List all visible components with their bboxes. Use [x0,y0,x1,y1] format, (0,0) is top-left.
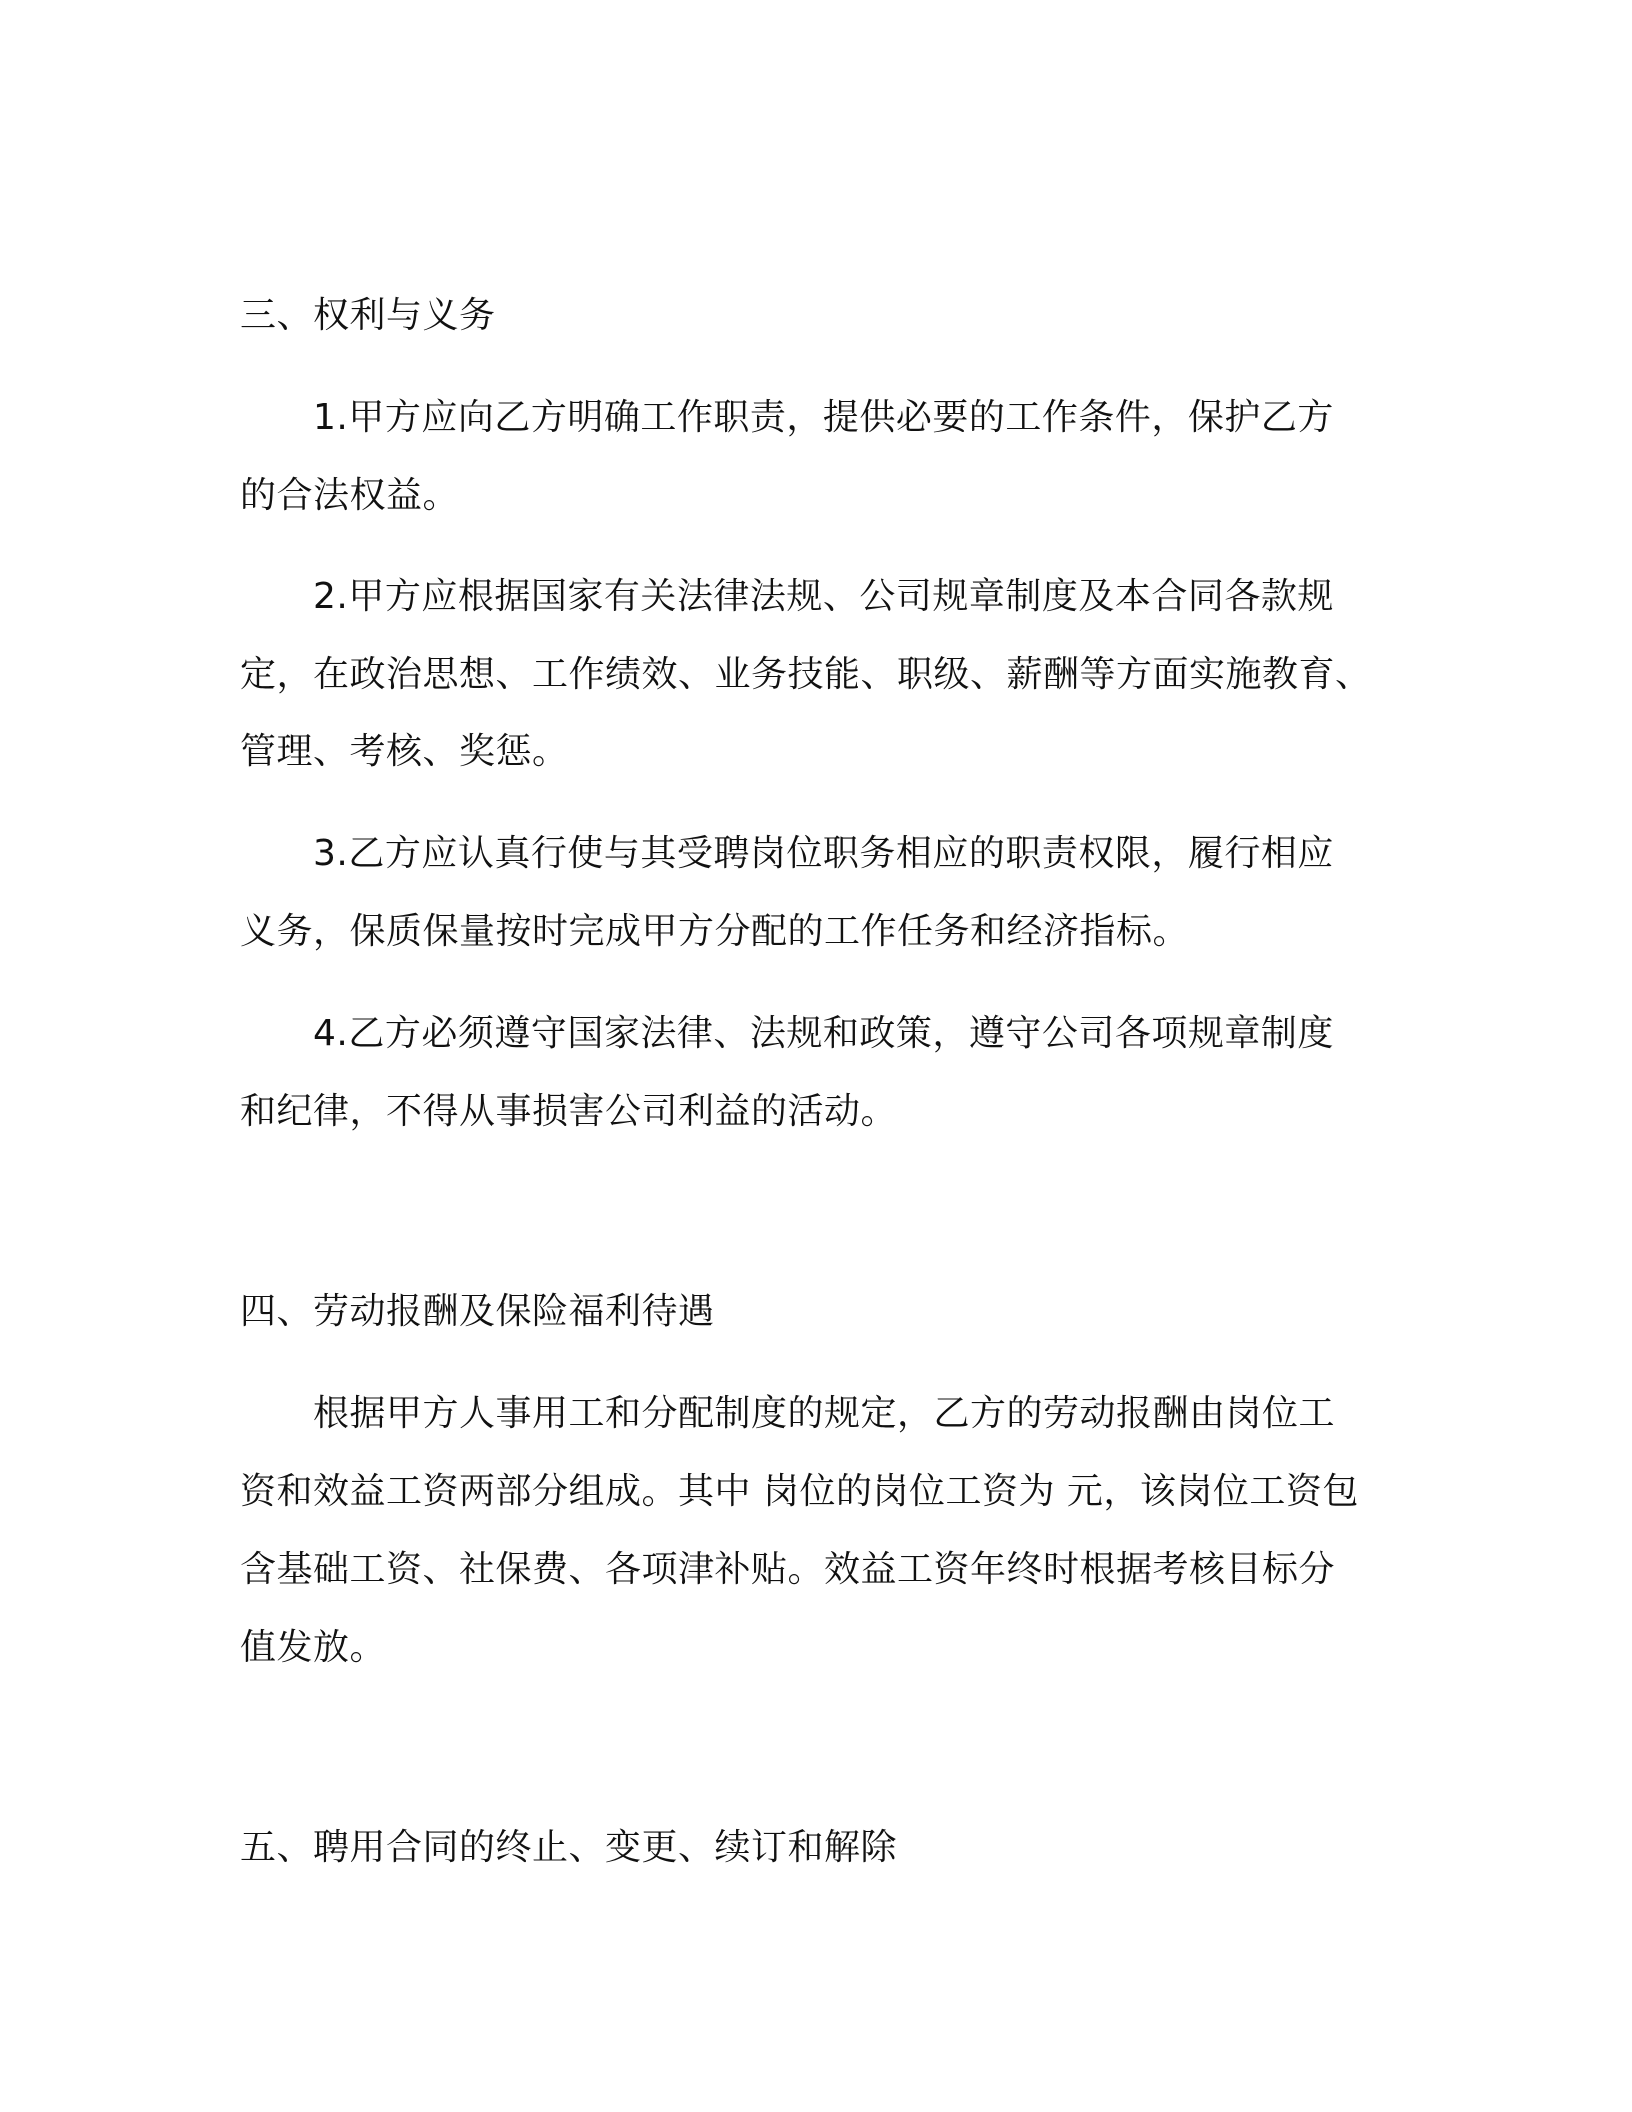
paragraph-line: 3.乙方应认真行使与其受聘岗位职务相应的职责权限，履行相应 [313,833,1334,874]
paragraph-line: 2.甲方应根据国家有关法律法规、公司规章制度及本合同各款规 [313,576,1334,617]
paragraph-line: 根据甲方人事用工和分配制度的规定，乙方的劳动报酬由岗位工 [313,1393,1336,1434]
section-heading: 四、劳动报酬及保险福利待遇 [240,1291,715,1332]
paragraph-line: 定，在政治思想、工作绩效、业务技能、职级、薪酬等方面实施教育、 [240,654,1372,695]
paragraph-line: 和纪律，不得从事损害公司利益的活动。 [240,1091,898,1132]
paragraph-line: 资和效益工资两部分组成。其中 岗位的岗位工资为 元，该岗位工资包 [240,1471,1359,1512]
paragraph-line: 1.甲方应向乙方明确工作职责，提供必要的工作条件，保护乙方 [313,397,1334,438]
paragraph-line: 4.乙方必须遵守国家法律、法规和政策，遵守公司各项规章制度 [313,1013,1334,1054]
paragraph-line: 值发放。 [240,1627,387,1668]
section-heading: 三、权利与义务 [240,295,496,336]
paragraph-line: 管理、考核、奖惩。 [240,731,569,772]
paragraph-line: 的合法权益。 [240,475,460,516]
paragraph-line: 含基础工资、社保费、各项津补贴。效益工资年终时根据考核目标分 [240,1549,1336,1590]
paragraph-line: 义务，保质保量按时完成甲方分配的工作任务和经济指标。 [240,911,1190,952]
section-heading: 五、聘用合同的终止、变更、续订和解除 [240,1827,898,1868]
